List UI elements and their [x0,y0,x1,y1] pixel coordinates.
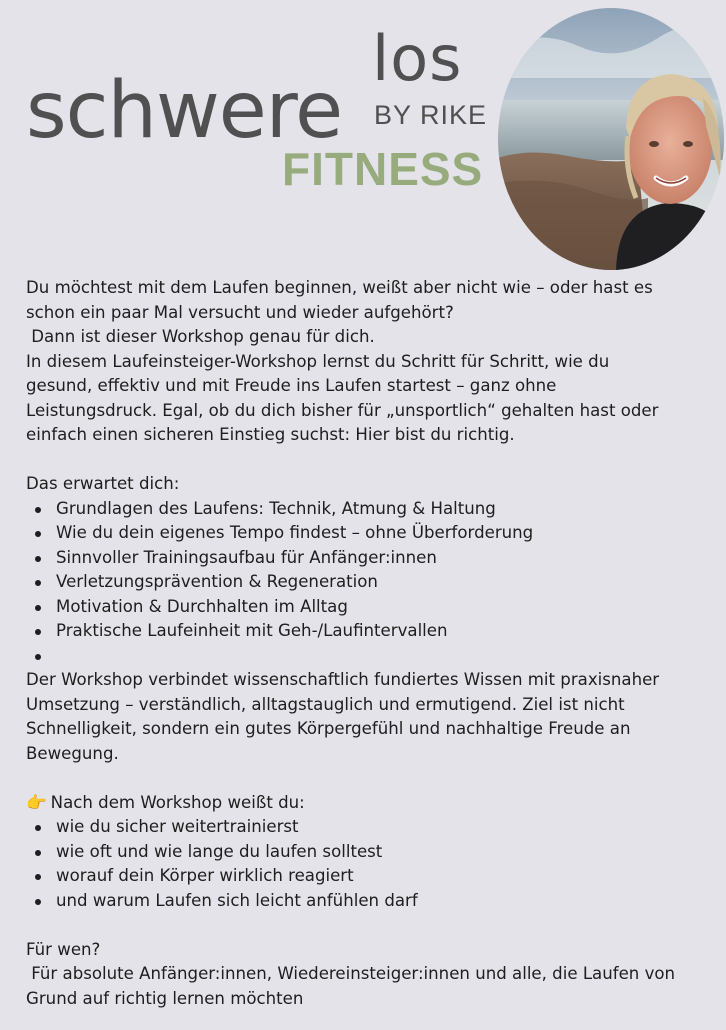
spacer [26,913,716,938]
intro-line: Du möchtest mit dem Laufen beginnen, weißt aber nicht wie – oder hast es [26,278,653,297]
logo-word-los: los [372,22,463,95]
list-item-empty [26,644,716,669]
portrait-photo [498,8,724,270]
spacer [26,766,716,791]
intro-line: schon ein paar Mal versucht und wieder aufgehört? [26,302,454,322]
expect-heading: Das erwartet dich: [26,474,180,493]
workshop-line: Der Workshop verbindet wissenschaftlich fundiertes Wissen mit praxisnaher [26,670,660,689]
spacer [26,448,716,473]
flyer-text [26,276,716,1011]
list-item: Wie du dein eigenes Tempo findest – ohne Überforderung [26,521,716,546]
list-item: Verletzungsprävention & Regeneration [26,570,716,595]
audience-heading: Für wen? [26,939,101,959]
pointing-hand-icon: 👉 [26,792,47,812]
workshop-line: Schnelligkeit, sondern ein gutes Körpergefühl und nachhaltige Freude an [26,719,631,738]
list-item: wie du sicher weitertrainierst [26,815,716,840]
logo-fitness: FITNESS [282,143,484,195]
portrait-illustration [498,8,724,270]
audience-line: Für absolute Anfänger:innen, Wiedereinsteiger:innen und alle, die Laufen von [26,964,676,983]
list-item: Sinnvoller Trainingsaufbau für Anfänger:innen [26,546,716,571]
after-list [26,815,716,913]
intro-line: Leistungsdruck. Egal, ob du dich bisher für „unsportlich“ gehalten hast oder [26,400,659,420]
intro-line: gesund, effektiv und mit Freude ins Laufen startest – ganz ohne [26,376,557,395]
logo-word-schwere: schwere [26,66,343,156]
intro-line: In diesem Laufeinsteiger-Workshop lernst du Schritt für Schritt, wie du [26,351,610,371]
list-item: und warum Laufen sich leicht anfühlen darf [26,889,716,914]
audience-line: Grund auf richtig lernen möchten [26,988,304,1008]
list-item: Grundlagen des Laufens: Technik, Atmung & Haltung [26,497,716,522]
after-heading: Nach dem Workshop weißt du: [50,792,305,812]
expect-list [26,497,716,669]
list-item: Praktische Laufeinheit mit Geh-/Laufintervallen [26,619,716,644]
workshop-line: Bewegung. [26,743,119,763]
brand-logo [26,22,496,198]
list-item: worauf dein Körper wirklich reagiert [26,864,716,889]
logo-by-rike: BY RIKE [374,100,488,130]
list-item: Motivation & Durchhalten im Alltag [26,595,716,620]
intro-line: Dann ist dieser Workshop genau für dich. [26,327,375,346]
workshop-line: Umsetzung – verständlich, alltagstauglich und ermutigend. Ziel ist nicht [26,694,625,714]
after-heading-row [26,791,716,816]
list-item: wie oft und wie lange du laufen solltest [26,840,716,865]
intro-line: einfach einen sicheren Einstieg suchst: Hier bist du richtig. [26,425,515,444]
